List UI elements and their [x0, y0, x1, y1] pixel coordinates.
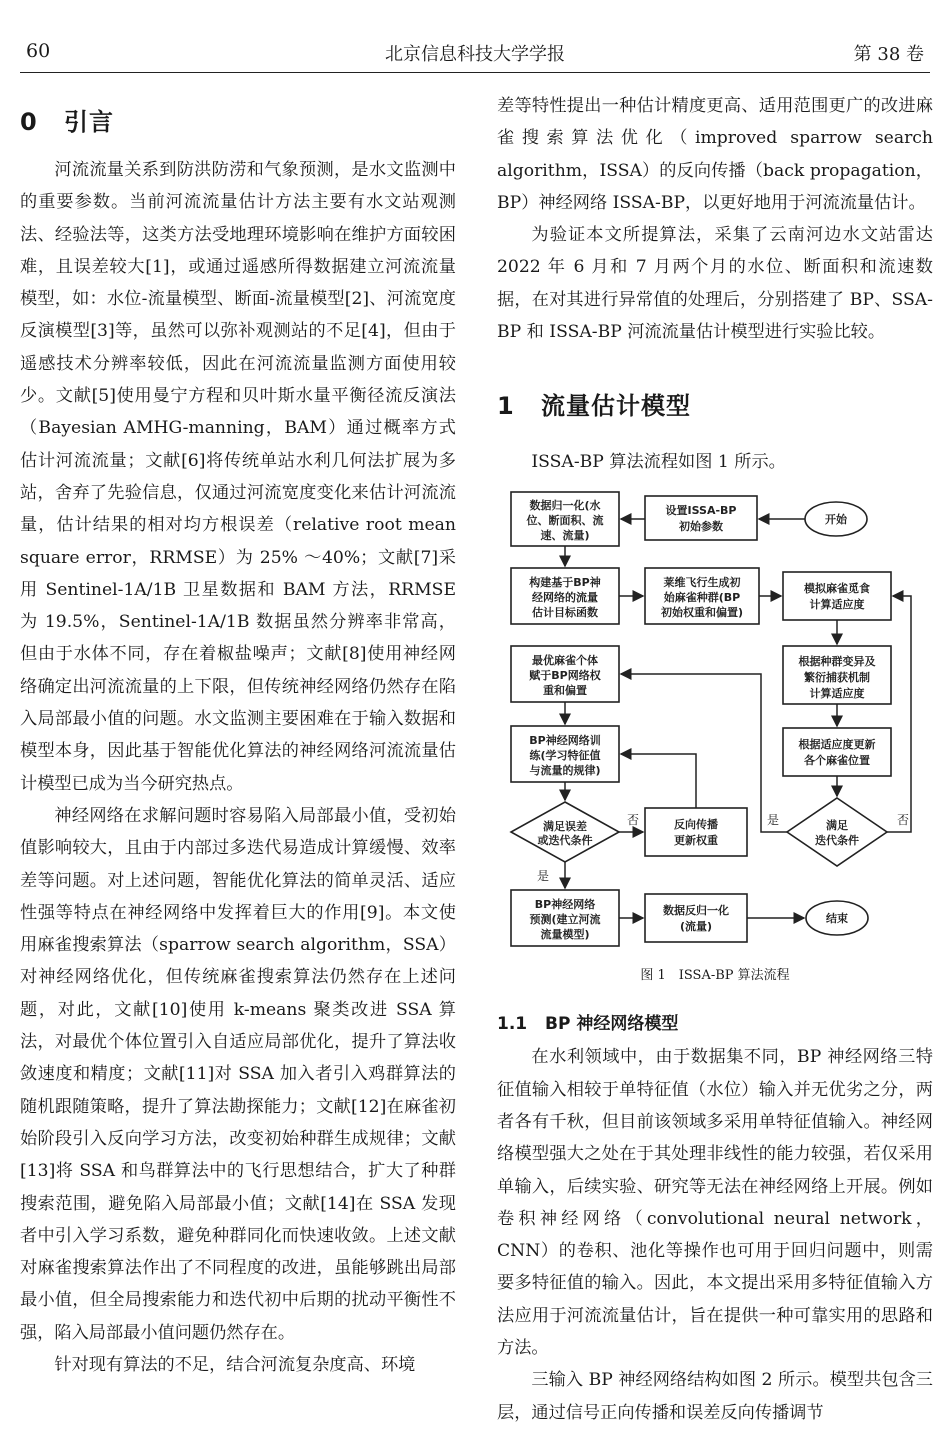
build-line: 构建基于BP神	[529, 576, 601, 590]
normalize-line: 数据归一化(水	[529, 499, 601, 513]
subsection-number: 1.1	[497, 1014, 528, 1035]
mutate-line: 根据种群变异及	[798, 655, 876, 669]
yes-label: 是	[537, 869, 550, 884]
paragraph: 河流流量关系到防洪防涝和气象预测，是水文监测中的重要参数。当前河流流量估计方法主要有水文站观测法、经验法等，这类方法受地理环境影响在维护方面较困难，且误差较大[1]，或通过遥感所得数据建立河流流量模型，如：水位-流量模型、断面-流量模型[2]、河流宽度反演模型[3]等，虽然可以弥补观测站的不足[4]，但由于遥感技术分辨率较低，因此在河流流量监测方面使用较少。文献[5]使用曼宁方程和贝叶斯水量平衡径流反演法（Bayesian AMHG-manning，BAM）通过概率方式估计河流流量；文献[6]将传统单站水利几何法扩展为多站，舍弃了先验信息，仅通过河流宽度变化来估计河流流量，估计结果的相对均方根误差（relative root mean square error，RRMSE）为 25% ～40%；文献[7]采用 Sentinel-1A/1B 卫星数据和 BAM 方法，RRMSE 为 19.5%，Sentinel-1A/1B 数据虽然分辨率非常高，但由于水体不同，存在着椒盐噪声；文献[8]使用神经网络确定出河流流量的上下限，但传统神经网络仍然存在陷入局部最小值的问题。水文监测主要困难在于输入数据和模型本身，因此基于智能优化算法的神经网络河流流量估计模型已成为当今研究热点。	[20, 160, 456, 794]
assign-line: 赋于BP网络权	[529, 669, 601, 683]
predict-line: BP神经网络	[534, 898, 596, 912]
backprop-line: 反向传播	[674, 818, 718, 832]
fitness-line: 模拟麻雀觅食	[804, 582, 870, 596]
subsection-title: BP 神经网络模型	[545, 1014, 679, 1035]
arrow	[887, 596, 911, 832]
section-title: 流量估计模型	[541, 392, 691, 421]
mutate-line: 繁衍捕获机制	[804, 671, 870, 685]
denorm-line: 数据反归一化	[663, 904, 729, 918]
left-column	[20, 90, 456, 1381]
denorm-line: (流量)	[679, 920, 713, 934]
backprop-box	[645, 808, 747, 856]
denorm-box	[645, 894, 747, 942]
figure-intro-text: ISSA-BP 算法流程如图 1 所示。	[531, 452, 786, 473]
train-line: 练(学习特征值	[529, 749, 601, 763]
predict-line: 预测(建立河流	[529, 913, 601, 927]
update-line: 根据适应度更新	[798, 738, 876, 752]
mutate-line: 计算适应度	[809, 687, 865, 701]
assign-line: 最优麻雀个体	[532, 654, 598, 668]
build-line: 经网络的流量	[532, 591, 598, 605]
backprop-line: 更新权重	[674, 834, 718, 848]
predict-line: 流量模型)	[540, 928, 590, 942]
paragraph: 在水利领域中，由于数据集不同，BP 神经网络三特征值输入相较于单特征值（水位）输入并无优劣之分，两者各有千秋，但目前该领域多采用单特征值输入。神经网络模型强大之处在于其处理非线性的能力较强，若仅采用单输入，后续实验、研究等无法在神经网络上开展。例如卷积神经网络（convolutional neural network，CNN）的卷积、池化等操作也可用于回归问题中，则需要多特征值的输入。因此，本文提出采用多特征值输入方法应用于河流流量估计，旨在提供一种可靠实用的思路和方法。	[497, 1047, 933, 1359]
flowchart	[497, 488, 933, 958]
arrow	[621, 754, 696, 808]
yes-label: 是	[767, 813, 780, 828]
check-iter-line: 迭代条件	[815, 834, 859, 848]
start-label: 开始	[825, 513, 847, 527]
no-label: 否	[897, 813, 910, 828]
fitness-box	[783, 572, 891, 620]
journal-name: 北京信息科技大学学报	[385, 44, 565, 65]
page-header	[0, 0, 950, 72]
train-line: 与流量的规律)	[529, 764, 601, 778]
levy-line: 始麻雀种群(BP	[663, 591, 741, 605]
paragraph: 三输入 BP 神经网络结构如图 2 所示。模型共包含三层，通过信号正向传播和误差反向传播调节	[497, 1370, 933, 1423]
fitness-line: 计算适应度	[809, 598, 865, 612]
volume-label: 第 38 卷	[853, 44, 924, 65]
subsection-heading-1-1	[497, 1007, 933, 1041]
section-number: 0	[20, 108, 38, 136]
init-box	[645, 496, 757, 540]
section-number: 1	[497, 392, 515, 421]
end-label: 结束	[826, 912, 848, 926]
init-line: 初始参数	[679, 520, 723, 534]
no-label: 否	[627, 813, 640, 828]
paragraph: 为验证本文所提算法，采集了云南河边水文站雷达 2022 年 6 月和 7 月两个月的水位、断面积和流速数据，在对其进行异常值的处理后，分别搭建了 BP、SSA-BP 和 ISSA-BP 河流流量估计模型进行实验比较。	[497, 225, 933, 343]
levy-line: 莱维飞行生成初	[663, 576, 741, 590]
check-iter-diamond	[787, 798, 887, 866]
section-heading-1	[497, 374, 933, 438]
train-line: BP神经网络训	[529, 734, 601, 748]
update-box	[783, 728, 891, 776]
figure-1	[497, 446, 933, 1001]
paragraph: 神经网络在求解问题时容易陷入局部最小值，受初始值影响较大，且由于内部过多迭代易造成计算缓慢、效率差等问题。对上述问题，智能优化算法的简单灵活、适应性强等特点在神经网络中发挥着巨大的作用[9]。本文使用麻雀搜索算法（sparrow search algorithm，SSA）对神经网络优化，但传统麻雀搜索算法仍然存在上述问题，对此，文献[10]使用 k-means 聚类改进 SSA 算法，对最优个体位置引入自适应局部优化，提升了算法收敛速度和精度；文献[11]对 SSA 加入者引入鸡群算法的随机跟随策略，提升了算法勘探能力；文献[12]在麻雀初始阶段引入反向学习方法，改变初始种群生成规律；文献[13]将 SSA 和鸟群算法中的飞行思想结合，扩大了种群搜索范围，避免陷入局部最小值；文献[14]在 SSA 发现者中引入学习系数，避免种群同化而快速收敛。上述文献对麻雀搜索算法作出了不同程度的改进，虽能够跳出局部最小值，但全局搜索能力和迭代初中后期的扰动平衡性不强，陷入局部最小值问题仍然存在。	[20, 805, 456, 1343]
section-title: 引言	[64, 108, 114, 136]
build-line: 估计目标函数	[532, 606, 598, 620]
normalize-line: 速、流量)	[540, 529, 590, 543]
paragraph: 差等特性提出一种估计精度更高、适用范围更广的改进麻雀搜索算法优化（improved sparrow search algorithm，ISSA）的反向传播（back propagation，BP）神经网络 ISSA-BP，以更好地用于河流流量估计。	[497, 96, 933, 213]
init-line: 设置ISSA-BP	[665, 504, 737, 518]
check-error-line: 满足误差	[543, 820, 587, 834]
check-error-line: 或迭代条件	[537, 834, 593, 848]
right-column	[497, 90, 933, 1429]
update-line: 各个麻雀位置	[804, 754, 870, 768]
section-heading-intro	[20, 90, 456, 154]
check-iter-line: 满足	[826, 819, 848, 833]
assign-line: 重和偏置	[543, 684, 587, 698]
paragraph: 针对现有算法的不足，结合河流复杂度高、环境	[54, 1354, 416, 1375]
page-number: 60	[26, 40, 51, 62]
levy-line: 初始权重和偏置)	[660, 606, 744, 620]
figure-caption: 图 1 ISSA-BP 算法流程	[640, 968, 790, 984]
normalize-line: 位、断面积、流	[526, 514, 604, 528]
header-rule	[20, 72, 930, 73]
